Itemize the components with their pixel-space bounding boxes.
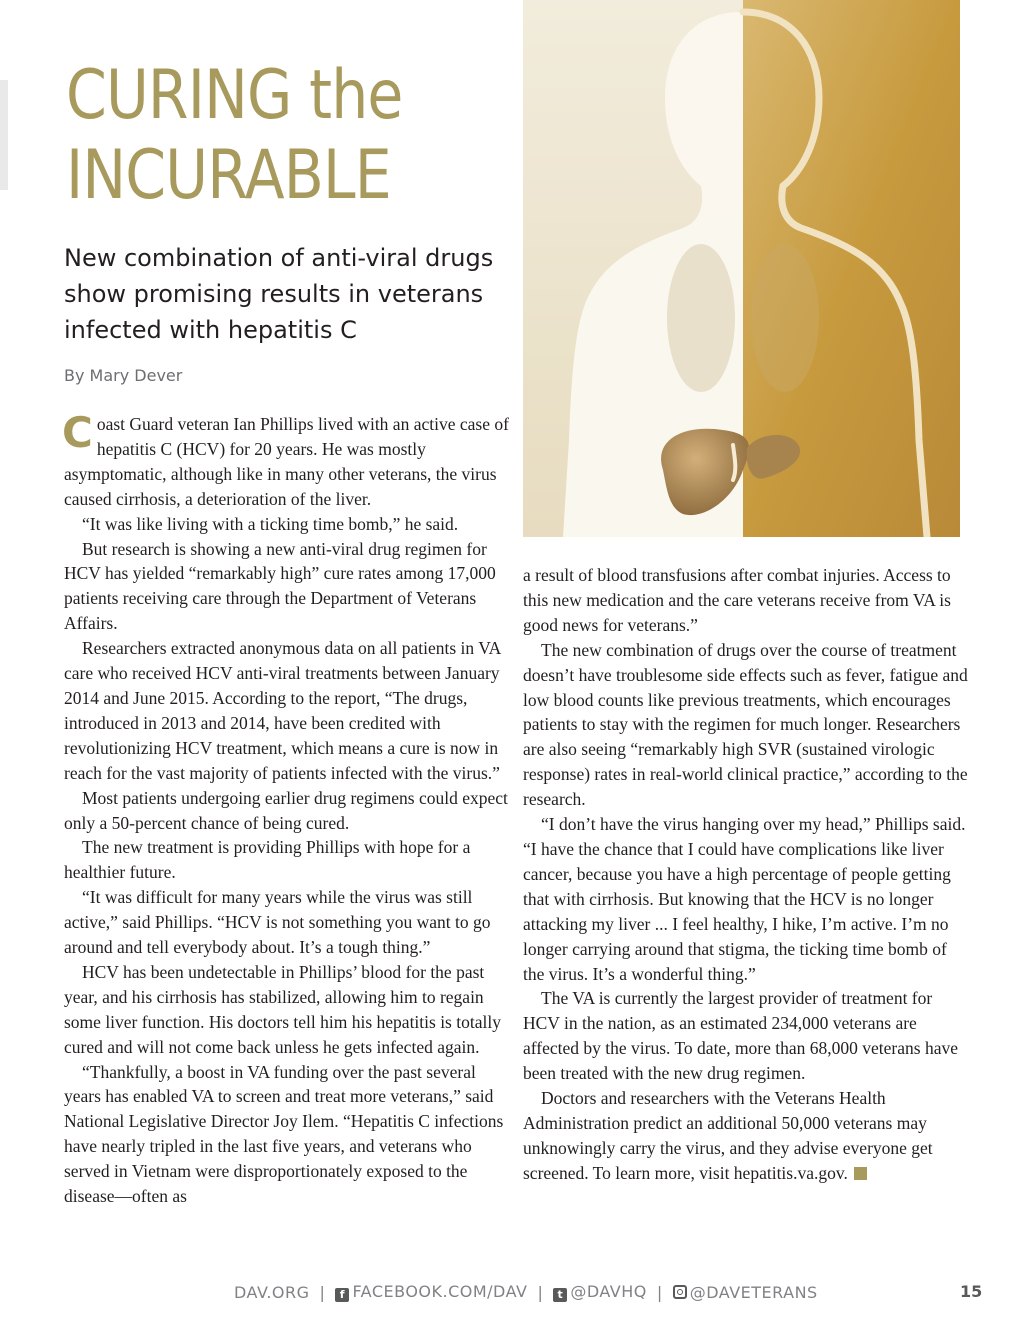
subheadline-line-3: infected with hepatitis C	[64, 316, 357, 344]
footer-twitter-link[interactable]	[553, 1282, 647, 1302]
footer-separator: |	[319, 1282, 326, 1302]
article-paragraph: Researchers extracted anonymous data on all patients in VA care who received HCV anti-viral treatments between January 2014 and June 2015. According to the report, “The drugs, introduced in 2013 and 2014, have been credited with revolutionizing HCV treatment, which means a cure is now in reach for the vast majority of patients infected with the virus.”	[64, 638, 501, 783]
footer-site-link[interactable]: DAV.ORG	[234, 1282, 310, 1302]
article-paragraph: “It was like living with a ticking time bomb,” he said.	[82, 513, 459, 534]
twitter-icon: t	[553, 1288, 567, 1302]
facebook-label: FACEBOOK.COM/DAV	[352, 1282, 528, 1301]
footer-links	[234, 1282, 818, 1302]
instagram-icon	[673, 1285, 687, 1299]
drop-cap: C	[62, 408, 93, 457]
subheadline-line-1: New combination of anti-viral drugs	[64, 244, 494, 272]
footer-separator: |	[537, 1282, 544, 1302]
page-number: 15	[960, 1282, 983, 1301]
paragraph-text: Doctors and researchers with the Veterans Health Administration predict an additional 50,000 veterans may unknowingly carry the virus, and they advise everyone get screened. To learn more, visit hepatitis.va.gov.	[523, 1088, 933, 1183]
headline-line-1: CURING the	[66, 56, 403, 135]
twitter-label: @DAVHQ	[570, 1282, 647, 1301]
silhouette-liver-illustration	[523, 0, 960, 537]
article-paragraph: “It was difficult for many years while the virus was still active,” said Phillips. “HCV is not something you want to go around and tell everybody about. It’s a tough thing.”	[64, 887, 491, 958]
instagram-label: @DAVETERANS	[689, 1282, 818, 1302]
article-headline	[66, 56, 444, 216]
article-paragraph: The new treatment is providing Phillips with hope for a healthier future.	[64, 837, 471, 883]
page-footer	[0, 1278, 1024, 1306]
article-paragraph: The new combination of drugs over the course of treatment doesn’t have troublesome side effects such as fever, fatigue and low blood counts like previous treatments, which encourages patients to stay with the regimen for much longer. Researchers are also seeing “remarkably high SVR (sustained virologic response) rates in real-world clinical practice,” according to the research.	[523, 639, 968, 810]
article-paragraph	[523, 1086, 968, 1186]
hero-illustration	[523, 0, 960, 537]
page-edge-mark	[0, 80, 8, 190]
footer-facebook-link[interactable]	[335, 1282, 527, 1302]
headline-line-2: INCURABLE	[66, 136, 391, 215]
article-column-left	[62, 408, 514, 1209]
article-paragraph: The VA is currently the largest provider of treatment for HCV in the nation, as an estimated 234,000 veterans are affected by the virus. To date, more than 68,000 veterans have been treated with the new drug regimen.	[523, 988, 958, 1084]
article-paragraph: “Thankfully, a boost in VA funding over the past several years has enabled VA to screen and treat more veterans,” said National Legislative Director Joy Ilem. “Hepatitis C infections have nearly tripled in the last five years, and veterans who served in Vietnam were disproportionately exposed to the disease—often as	[64, 1061, 504, 1207]
article-paragraph: “I don’t have the virus hanging over my head,” Phillips said. “I have the chance that I could have complications like liver cancer, because you have a high percentage of people getting that with cirrhosis. But knowing that the HCV is no longer attacking my liver ... I feel healthy, I hike, I’m active. I’m no longer carrying around that stigma, the ticking time bomb of the virus. It’s a wonderful thing.”	[523, 814, 966, 984]
paragraph-text: oast Guard veteran Ian Phillips lived with an active case of hepatitis C (HCV) for 20 years. He was mostly asymptomatic, although like in many other veterans, the virus caused cirrhosis, a deterioration of the liver.	[64, 414, 509, 509]
footer-separator: |	[656, 1282, 663, 1302]
footer-instagram-link[interactable]	[673, 1283, 818, 1302]
byline: By Mary Dever	[64, 366, 183, 385]
facebook-icon: f	[335, 1288, 349, 1302]
end-mark-icon	[854, 1167, 867, 1180]
article-paragraph: a result of blood transfusions after combat injuries. Access to this new medication and the care veterans receive from VA is good news for veterans.”	[523, 565, 951, 635]
article-paragraph: Most patients undergoing earlier drug regimens could expect only a 50-percent chance of being cured.	[64, 787, 508, 833]
article-paragraph	[62, 408, 514, 512]
article-paragraph: HCV has been undetectable in Phillips’ blood for the past year, and his cirrhosis has stabilized, allowing him to regain some liver function. His doctors tell him his hepatitis is totally cured and will not come back unless he gets infected again.	[64, 961, 501, 1057]
article-paragraph: But research is showing a new anti-viral drug regimen for HCV has yielded “remarkably high” cure rates among 17,000 patients receiving care through the Department of Veterans Affairs.	[64, 538, 496, 634]
subheadline-line-2: show promising results in veterans	[64, 280, 484, 308]
article-subheadline	[64, 240, 504, 348]
article-column-right	[523, 563, 968, 1186]
